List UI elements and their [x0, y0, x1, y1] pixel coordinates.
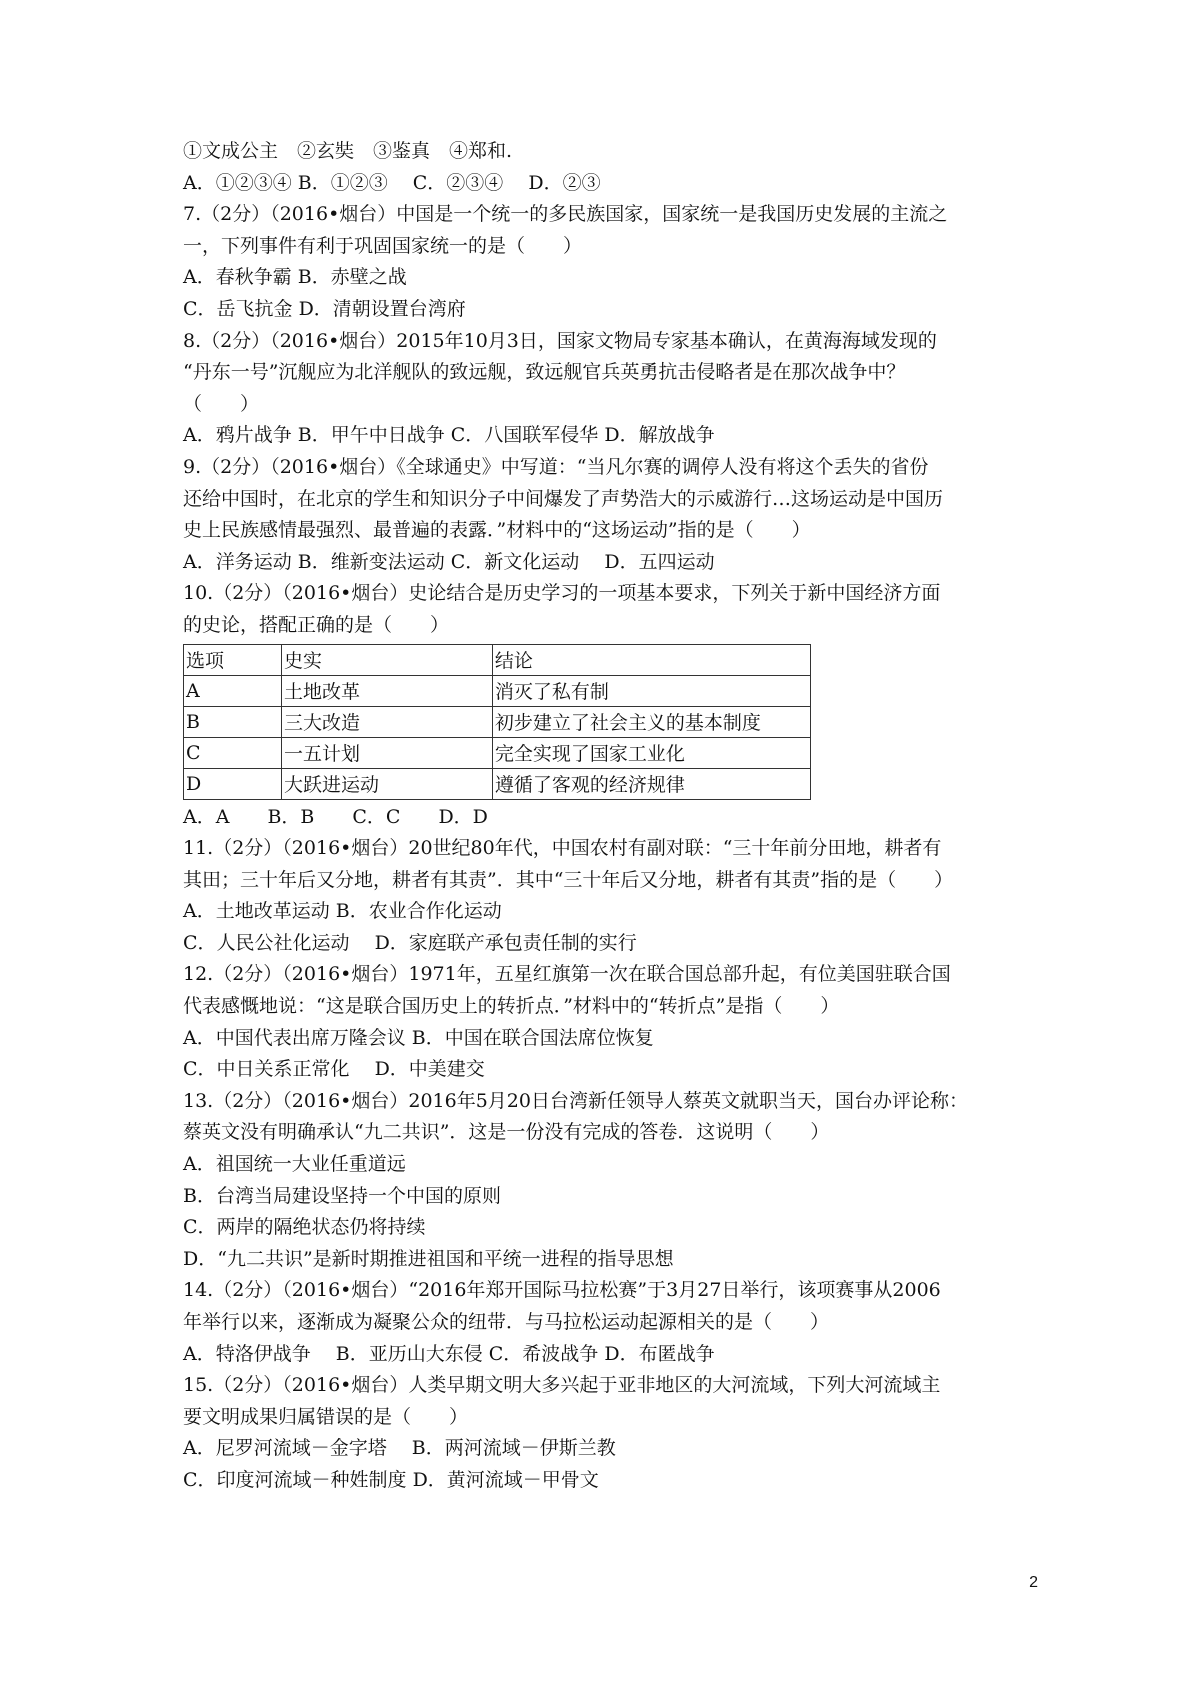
page-number: 2: [1029, 1574, 1038, 1591]
text-block-before-table: [183, 136, 1043, 642]
text-line: A．鸦片战争 B．甲午中日战争 C．八国联军侵华 D．解放战争: [183, 424, 715, 447]
text-line: A．中国代表出席万隆会议 B．中国在联合国法席位恢复: [183, 1026, 654, 1049]
text-line: C．中日关系正常化 D．中美建交: [183, 1058, 485, 1081]
text-line: （ ）: [183, 392, 260, 415]
text-line: 其田；三十年后又分地，耕者有其责”．其中“三十年后又分地，耕者有其责”指的是（ ）: [183, 868, 954, 891]
table-cell: B: [184, 706, 282, 737]
table-cell: D: [184, 768, 282, 799]
text-line: 要文明成果归属错误的是（ ）: [183, 1405, 469, 1428]
table-cell: 三大改造: [281, 706, 492, 737]
text-line: B．台湾当局建设坚持一个中国的原则: [183, 1184, 501, 1207]
text-line: 蔡英文没有明确承认“九二共识”．这是一份没有完成的答卷．这说明（ ）: [183, 1121, 830, 1144]
text-line: C．印度河流域－种姓制度 D．黄河流域－甲骨文: [183, 1468, 599, 1491]
text-line: C．人民公社化运动 D．家庭联产承包责任制的实行: [183, 931, 637, 954]
text-line: C．两岸的隔绝状态仍将持续: [183, 1216, 426, 1239]
table-header-row: [184, 644, 811, 675]
question-10-line: 10.（2分）（2016•烟台）史论结合是历史学习的一项基本要求，下列关于新中国经济方面: [183, 582, 941, 605]
question-11-line: 11.（2分）（2016•烟台）20世纪80年代，中国农村有副对联：“三十年前分田地，耕者有: [183, 837, 942, 860]
text-line: ①文成公主 ②玄奘 ③鉴真 ④郑和.: [183, 140, 513, 162]
table-cell: A: [184, 675, 282, 706]
text-line: A．A B．B C．C D．D: [183, 805, 488, 828]
text-line: 史上民族感情最强烈、最普遍的表露．”材料中的“这场运动”指的是（ ）: [183, 519, 811, 542]
question-9-line: 9.（2分）（2016•烟台）《全球通史》中写道：“当凡尔赛的调停人没有将这个丢失的省份: [183, 455, 929, 478]
question-12-line: 12.（2分）（2016•烟台）1971年，五星红旗第一次在联合国总部升起，有位美国驻联合国: [183, 963, 951, 986]
table-cell: 选项: [184, 644, 282, 675]
text-line: A．春秋争霸 B．赤壁之战: [183, 266, 407, 289]
text-line: 代表感慨地说：“这是联合国历史上的转折点．”材料中的“转折点”是指（ ）: [183, 995, 840, 1018]
text-line: 一，下列事件有利于巩固国家统一的是（ ）: [183, 234, 583, 257]
table-cell: C: [184, 737, 282, 768]
text-line: A．①②③④ B．①②③ C．②③④ D．②③: [183, 171, 601, 194]
table-row: [184, 768, 811, 799]
table-cell: 史实: [281, 644, 492, 675]
text-line: A．尼罗河流域－金字塔 B．两河流域－伊斯兰教: [183, 1437, 616, 1460]
table-row: [184, 737, 811, 768]
question-14-line: 14.（2分）（2016•烟台）“2016年郑开国际马拉松赛”于3月27日举行，该项赛事从2006: [183, 1279, 941, 1302]
table-cell: 完全实现了国家工业化: [492, 737, 810, 768]
table-cell: 初步建立了社会主义的基本制度: [492, 706, 810, 737]
text-line: “丹东一号”沉舰应为北洋舰队的致远舰，致远舰官兵英勇抗击侵略者是在那次战争中？: [183, 361, 906, 384]
question-15-line: 15.（2分）（2016•烟台）人类早期文明大多兴起于亚非地区的大河流域，下列大河流域主: [183, 1374, 941, 1397]
document-page: [183, 136, 1043, 1497]
table-cell: 大跃进运动: [281, 768, 492, 799]
question-8-line: 8.（2分）（2016•烟台）2015年10月3日，国家文物局专家基本确认，在黄海海域发现的: [183, 329, 937, 352]
table-cell: 消灭了私有制: [492, 675, 810, 706]
text-block-after-table: [183, 802, 1043, 1497]
table-cell: 一五计划: [281, 737, 492, 768]
question-10-table: [183, 644, 811, 800]
text-line: A．特洛伊战争 B．亚历山大东侵 C．希波战争 D．布匿战争: [183, 1342, 715, 1365]
table-cell: 结论: [492, 644, 810, 675]
text-line: C．岳飞抗金 D．清朝设置台湾府: [183, 297, 466, 320]
text-line: 的史论，搭配正确的是（ ）: [183, 613, 450, 636]
table-row: [184, 706, 811, 737]
question-7-line: 7.（2分）（2016•烟台）中国是一个统一的多民族国家，国家统一是我国历史发展的主流之: [183, 203, 948, 226]
text-line: A．土地改革运动 B．农业合作化运动: [183, 900, 502, 923]
table-cell: 土地改革: [281, 675, 492, 706]
question-13-line: 13.（2分）（2016•烟台）2016年5月20日台湾新任领导人蔡英文就职当天，国台办评论称：: [183, 1089, 968, 1112]
table-cell: 遵循了客观的经济规律: [492, 768, 810, 799]
text-line: D．“九二共识”是新时期推进祖国和平统一进程的指导思想: [183, 1247, 674, 1270]
text-line: A．祖国统一大业任重道远: [183, 1153, 406, 1176]
text-line: 还给中国时，在北京的学生和知识分子中间爆发了声势浩大的示威游行…这场运动是中国历: [183, 487, 944, 510]
table-row: [184, 675, 811, 706]
text-line: A．洋务运动 B．维新变法运动 C．新文化运动 D．五四运动: [183, 550, 715, 573]
text-line: 年举行以来，逐渐成为凝聚公众的纽带．与马拉松运动起源相关的是（ ）: [183, 1311, 830, 1333]
